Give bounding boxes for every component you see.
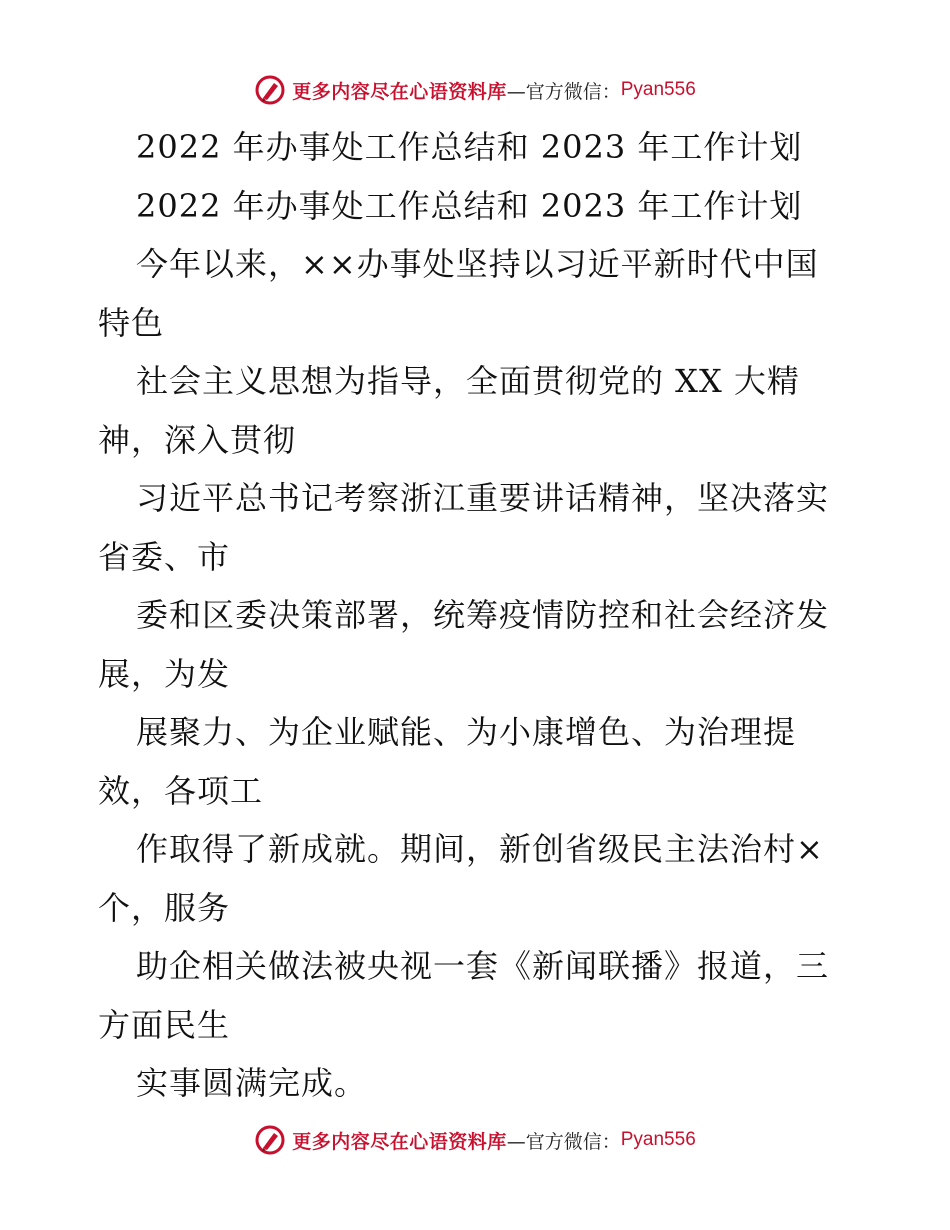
paragraph-line: 省委、市 <box>98 537 231 576</box>
document-heading: 2022 年办事处工作总结和 2023 年工作计划 <box>136 186 803 225</box>
paragraph-line: 实事圆满完成。 <box>136 1064 368 1102</box>
paragraph-line: 社会主义思想为指导，全面贯彻党的 XX 大精 <box>136 362 800 400</box>
paragraph-line: 作取得了新成就。期间，新创省级民主法治村× <box>136 830 824 868</box>
paragraph-line: 方面民生 <box>98 1005 231 1044</box>
footer-watermark <box>0 1120 950 1160</box>
pen-logo-icon <box>254 1124 286 1156</box>
watermark-wechat-id: Pyan556 <box>620 79 696 100</box>
paragraph-line: 展，为发 <box>98 654 231 693</box>
watermark-separator: —官方微信： <box>506 80 621 103</box>
watermark-separator: —官方微信： <box>506 1130 621 1153</box>
document-title: 2022 年办事处工作总结和 2023 年工作计划 <box>136 128 803 166</box>
header-watermark <box>0 70 950 110</box>
watermark-text: 更多内容尽在心语资料库 <box>292 80 507 103</box>
paragraph-line: 效，各项工 <box>98 771 264 810</box>
paragraph-line: 委和区委决策部署，统筹疫情防控和社会经济发 <box>136 596 830 634</box>
paragraph-line: 个，服务 <box>98 888 231 927</box>
paragraph-line: 特色 <box>98 303 165 342</box>
pen-logo-icon <box>254 74 286 106</box>
document-body <box>98 118 868 1113</box>
watermark-text: 更多内容尽在心语资料库 <box>292 1130 507 1153</box>
watermark-wechat-id: Pyan556 <box>620 1129 696 1150</box>
paragraph-line: 助企相关做法被央视一套《新闻联播》报道，三 <box>136 947 830 985</box>
paragraph-line: 神，深入贯彻 <box>98 420 297 459</box>
paragraph-line: 展聚力、为企业赋能、为小康增色、为治理提 <box>136 713 797 751</box>
paragraph-line: 今年以来，××办事处坚持以习近平新时代中国 <box>136 245 819 283</box>
paragraph-line: 习近平总书记考察浙江重要讲话精神，坚决落实 <box>136 479 830 517</box>
